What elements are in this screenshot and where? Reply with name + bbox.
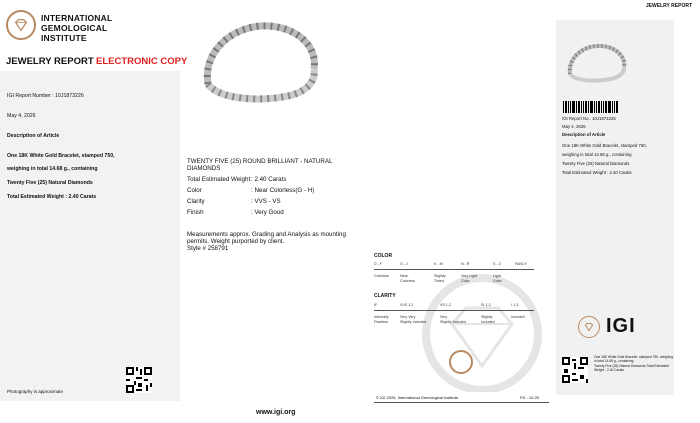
color-scale-title: COLOR (374, 253, 393, 259)
org-line-3: INSTITUTE (41, 33, 87, 43)
clarity-grade: I 1-3 (511, 303, 519, 307)
photo-note: Photography is approximate (7, 389, 64, 394)
spec-label: Color (187, 187, 202, 194)
diamond-icon (583, 321, 595, 333)
footer-line (374, 402, 549, 403)
qr-code (126, 367, 152, 393)
description-line-4: Total Estimated Weight : 2.40 Carats (7, 194, 97, 200)
clarity-desc: Internally (374, 315, 389, 319)
diamond-icon (12, 16, 30, 34)
org-line-2: GEMOLOGICAL (41, 23, 108, 33)
igi-brand-seal (578, 316, 600, 338)
color-desc: Colorless (400, 279, 415, 283)
color-desc: Color (461, 279, 470, 283)
spec-heading-line-1: TWENTY FIVE (25) ROUND BRILLIANT - NATURAL (187, 158, 333, 165)
spec-value: : VVS - VS (251, 198, 281, 205)
clarity-desc: Slightly Included (440, 320, 467, 324)
color-grade: D - F (374, 262, 382, 266)
spec-row-clarity (187, 198, 281, 205)
spec-label: Clarity (187, 198, 205, 205)
clarity-desc: Flawless (374, 320, 388, 324)
bracelet-thumbnail (565, 40, 629, 84)
right-description-line-1: One 18K White Gold Bracelet, stamped 750, (562, 143, 647, 148)
color-grade: FANCY (515, 262, 527, 266)
color-desc: Slightly (434, 274, 446, 278)
right-small-line-1: One 18K White Gold Bracelet, stamped 750, weighing (594, 355, 673, 359)
clarity-desc: Included (481, 320, 495, 324)
article-description-panel (0, 71, 180, 401)
report-title: JEWELRY REPORT (6, 56, 94, 67)
right-report-date: May 4, 2026 (562, 124, 586, 129)
clarity-grade: SI 1-2 (481, 303, 491, 307)
barcode (563, 101, 619, 113)
clarity-grade: VVS 1-2 (400, 303, 414, 307)
measurement-note-2: permits. Weight purported by client. (187, 238, 285, 245)
organization-name (41, 13, 112, 43)
clarity-grade: VS 1-2 (440, 303, 451, 307)
clarity-scale-title: CLARITY (374, 293, 396, 299)
electronic-copy-label: ELECTRONIC COPY (96, 56, 188, 67)
right-report-title: JEWELRY REPORT (645, 3, 692, 9)
clarity-desc: Slightly (481, 315, 493, 319)
right-report-number: IGI Report No.: 10J1873226 (562, 116, 616, 121)
spec-label: Total Estimated Weight (187, 176, 251, 183)
color-desc: Color (493, 279, 502, 283)
spec-value: : Very Good (251, 209, 284, 216)
color-desc: Very Light (461, 274, 477, 278)
qr-code-right (562, 357, 588, 383)
clarity-grade: IF (374, 303, 378, 307)
description-line-3: Twenty Five (25) Natural Diamonds (7, 180, 93, 186)
website-url: www.igi.org (256, 409, 296, 416)
spec-row-weight (187, 176, 286, 183)
right-small-line-4: Weight : 2.40 Carats (594, 368, 624, 373)
spec-row-finish (187, 209, 284, 216)
style-number: Style # 258791 (187, 245, 229, 252)
description-line-2: weighing in total 14.68 g., containing (7, 166, 98, 172)
color-grade: S - Z (493, 262, 501, 266)
color-grade: N - R (461, 262, 470, 266)
clarity-desc: Slightly Included (400, 320, 427, 324)
right-small-line-2: in total 14.68 g., containing (594, 359, 634, 364)
color-grade: G - J (400, 262, 408, 266)
small-igi-seal (449, 350, 473, 374)
right-description-heading: Description of Article (562, 132, 606, 137)
clarity-desc: Very Very (400, 315, 416, 319)
right-small-description (594, 355, 673, 373)
right-description-line-2: weighing in total 14.68 g., containing (562, 152, 632, 157)
igi-seal-logo (6, 10, 36, 40)
measurement-note-1: Measurements approx. Grading and Analysis as mounting (187, 231, 346, 238)
form-code: FD - 10.25 (520, 395, 539, 400)
description-heading: Description of Article (7, 133, 60, 139)
watermark-seal (408, 262, 556, 392)
color-desc: Light (493, 274, 501, 278)
right-small-line-3: Twenty Five (25) Natural Diamonds Total Estimated (594, 363, 670, 368)
spec-label: Finish (187, 209, 204, 216)
report-number: IGI Report Number : 10J1873226 (7, 93, 84, 99)
right-description-line-3: Twenty Five (25) Natural Diamonds (562, 161, 630, 166)
clarity-desc: Included (511, 315, 525, 319)
clarity-desc: Very (440, 315, 448, 319)
spec-value: : 2.40 Carats (251, 176, 287, 183)
color-grade: K - M (434, 262, 443, 266)
color-desc: Tinted (434, 279, 444, 283)
color-scale-line (374, 269, 534, 270)
report-date: May 4, 2026 (7, 113, 36, 119)
description-line-1: One 18K White Gold Bracelet, stamped 750, (7, 153, 115, 159)
spec-value: : Near Colorless(G - H) (251, 187, 315, 194)
color-desc: Colorless (374, 274, 389, 278)
bracelet-photo (198, 14, 323, 104)
color-desc: Near (400, 274, 408, 278)
copyright: © IGI 2025, International Gemological Institute (376, 395, 459, 400)
org-line-1: INTERNATIONAL (41, 13, 113, 23)
igi-brand-text: IGI (606, 315, 636, 337)
spec-row-color (187, 187, 314, 194)
right-description-line-4: Total Estimated Weight : 2.40 Carats (562, 170, 632, 175)
spec-heading-line-2: DIAMONDS (187, 165, 221, 172)
clarity-scale-line (374, 310, 534, 311)
